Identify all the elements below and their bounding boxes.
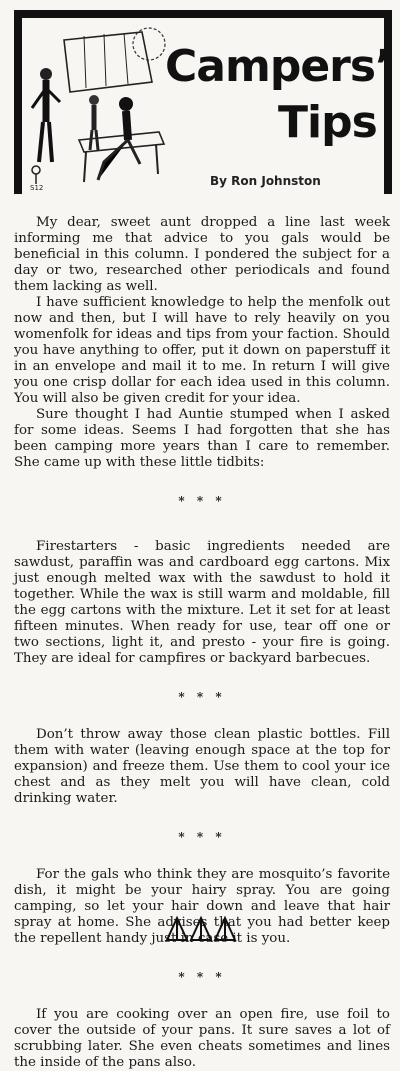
byline: By Ron Johnston: [210, 174, 321, 188]
column-header: [0, 0, 400, 205]
section-separator: * * *: [178, 830, 226, 844]
header-frame-top: [14, 10, 392, 18]
column-title-line1: Campers’: [165, 41, 391, 92]
header-frame-left: [14, 10, 22, 194]
header-frame-right: [384, 10, 392, 194]
tent-logo-icon: [165, 914, 237, 942]
paragraph: I have sufficient knowledge to help the menfolk out now and then, but I will have to rely heavily on you womenfolk for ideas and tips from your faction. Should you have anything to offer, put it down on paperstuff it in an envelope and mail it to me. In return I will give you one crisp dollar for each idea used in this column. You will also be given credit for your idea.: [14, 295, 390, 406]
paragraph: My dear, sweet aunt dropped a line last week informing me that advice to you gals would be beneficial in this column. I pondered the subject for a day or two, researched other periodicals and found them lacking as well.: [14, 215, 390, 294]
illustration-tag: S12: [30, 184, 44, 192]
paragraph: Firestarters - basic ingredients needed are sawdust, paraffin was and cardboard egg cartons. Mix just enough melted wax with the sawdust to hold it together. While the wax is still warm and moldable, fill the egg cartons with the mixture. Let it set for at least fifteen minutes. When ready for use, tear off one or two sections, light it, and presto - your fire is going. They are ideal for campfires or backyard barbecues.: [14, 539, 390, 666]
section-separator: * * *: [178, 494, 226, 508]
campers-illustration: [24, 22, 174, 192]
paragraph: If you are cooking over an open fire, use foil to cover the outside of your pans. It sure saves a lot of scrubbing later. She even cheats sometimes and lines the inside of the pans also.: [14, 1007, 390, 1070]
section-separator: * * *: [178, 970, 226, 984]
paragraph: Don’t throw away those clean plastic bottles. Fill them with water (leaving enough space at the top for expansion) and freeze them. Use them to cool your ice chest and as they melt you will have clean, cold drinking water.: [14, 727, 390, 806]
article-body: [14, 215, 390, 1071]
section-separator: * * *: [178, 690, 226, 704]
column-title-line2: Tips: [278, 97, 377, 148]
paragraph: Sure thought I had Auntie stumped when I asked for some ideas. Seems I had forgotten that she has been camping more years than I care to remember. She came up with these little tidbits:: [14, 407, 390, 470]
paragraph: For the gals who think they are mosquito’s favorite dish, it might be your hairy spray. You are going camping, so let your hair down and leave that hair spray at home. She advises that you had better keep the repellent handy just in case it is you.: [14, 867, 390, 946]
